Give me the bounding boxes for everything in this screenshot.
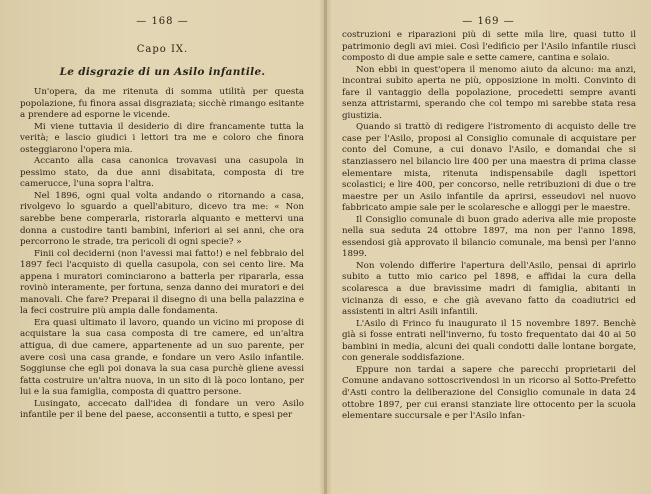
paragraph: Era quasi ultimato il lavoro, quando un vicino mi propose di acquistare la sua casa composta di tre camere, ed un'altra attigua, di due camere, appartenente ad un suo parente, per avere così una casa grande, e fondare un vero Asilo infantile. Soggiunse che egli poi donava la sua casa purchè gliene avessi fatta costruire un'altra nuova, in un sito di là poco lontano, per lui e la sua famiglia, composta di quattro persone. bbox=[20, 317, 304, 398]
paragraph: Finii col deciderni (non l'avessi mai fatto!) e nel febbraio del 1897 feci l'acquisto di quella casupola, con sei cento lire. Ma appena i muratori cominciarono a batterla per ripararla, essa rovinò interamente, per fortuna, senza danno dei muratori e dei manovali. Che fare? Preparai il disegno di una bella palazzina e la feci costruire più ampia dalle fondamenta. bbox=[20, 248, 304, 317]
paragraph: Eppure non tardai a sapere che parecchi proprietarii del Comune andavano sottoscrivendosi in un ricorso al Sotto-Prefetto d'Asti contro la deliberazione del Consiglio comunale in data 24 ottobre 1897, per cui eransi stanziate lire ottocento per la scuola elementare succursale e per l'Asilo infan- bbox=[342, 364, 636, 422]
right-body-text bbox=[342, 30, 636, 423]
paragraph: Un'opera, da me ritenuta di somma utilità per questa popolazione, fu finora assai disgraziata; sicchè rimango esitante a prendere ad esporne le vicende. bbox=[20, 87, 304, 121]
right-page-number: — 169 — bbox=[462, 16, 515, 27]
paragraph: Accanto alla casa canonica trovavasi una casupola in pessimo stato, da due anni disabitata, composta di tre camerucce, l'una sopra l'altra. bbox=[20, 156, 304, 190]
paragraph: Non ebbi in quest'opera il menomo aiuto da alcuno: ma anzi, incontrai subito aperta ne più, opposizione in molti. Convinto di fare il vantaggio della popolazione, procedetti sempre avanti senza attristarmi, sperando che col tempo mi sarebbe stata resa giustizia. bbox=[342, 64, 636, 121]
left-page-number: — 168 — bbox=[136, 16, 189, 27]
paragraph: Mi viene tuttavia il desiderio di dire francamente tutta la verità; e lascio giudici i lettori tra me e coloro che finora osteggiarono l'opera mia. bbox=[20, 121, 304, 155]
paragraph: Lusingato, accecato dall'idea di fondare un vero Asilo infantile per il bene del paese, acconsentii a tutto, e spesi per bbox=[20, 398, 304, 421]
paragraph: Il Consiglio comunale di buon grado aderiva alle mie proposte nella sua seduta 24 ottobre 1897, ma non per l'anno 1898, essendosi già approvato il bilancio comunale, ma bensì per l'anno 1899. bbox=[342, 214, 636, 260]
right-page bbox=[326, 0, 651, 494]
left-body-text bbox=[20, 87, 304, 422]
left-page bbox=[0, 0, 325, 494]
chapter-heading: Capo IX. bbox=[136, 44, 189, 55]
paragraph: Quando si trattò di redigere l'istromento di acquisto delle tre case per l'Asilo, proposi al Consiglio comunale di acquistare per conto del Comune, a cui donavo l'Asilo, e domandai che si stanziassero nel bilancio lire 400 per una maestra di prima classe elementare mista, ritenuta indispensabile dagli ispettori scolastici; e lire 400, per concorso, nelle retribuzioni di due o tre maestre per un Asilo infantile da aprirsi, esseudovi nel nuovo fabbricato ampie sale per le scolaresche e alloggi per le maestre. bbox=[342, 122, 636, 214]
paragraph: Nel 1896, ogni qual volta andando o ritornando a casa, rivolgevo lo sguardo a quell'abituro, dicevo tra me: « Non sarebbe bene comperarla, ristorarla alquanto e mettervi una donna a custodire tanti bambini, inferiori ai sei anni, che ora percorrono le strade, tra pericoli di ogni specie? » bbox=[20, 190, 304, 248]
paragraph: L'Asilo di Frinco fu inaugurato il 15 novembre 1897. Benchè già si fosse entrati nell'inverno, fu tosto frequentato dai 40 ai 50 bambini in media, alcuni dei quali condotti dalle lontane borgate, con generale soddisfazione. bbox=[342, 318, 636, 364]
chapter-title: Le disgrazie di un Asilo infantile. bbox=[59, 66, 266, 78]
paragraph: costruzioni e riparazioni più di sette mila lire, quasi tutto il patrimonio degli avi miei. Così l'edificio per l'Asilo infantile riuscì composto di due ampie sale e sette camere, cantina e solaio. bbox=[342, 30, 636, 64]
paragraph: Non volendo differire l'apertura dell'Asilo, pensai di aprirlo subito a tutto mio carico pel 1898, e affidai la cura della scolaresca a due bravissime madri di famiglia, abitanti in vicinanza di esso, e che già avevano fatto da coadiutrici ed assistenti in altri Asili infantili. bbox=[342, 260, 636, 318]
